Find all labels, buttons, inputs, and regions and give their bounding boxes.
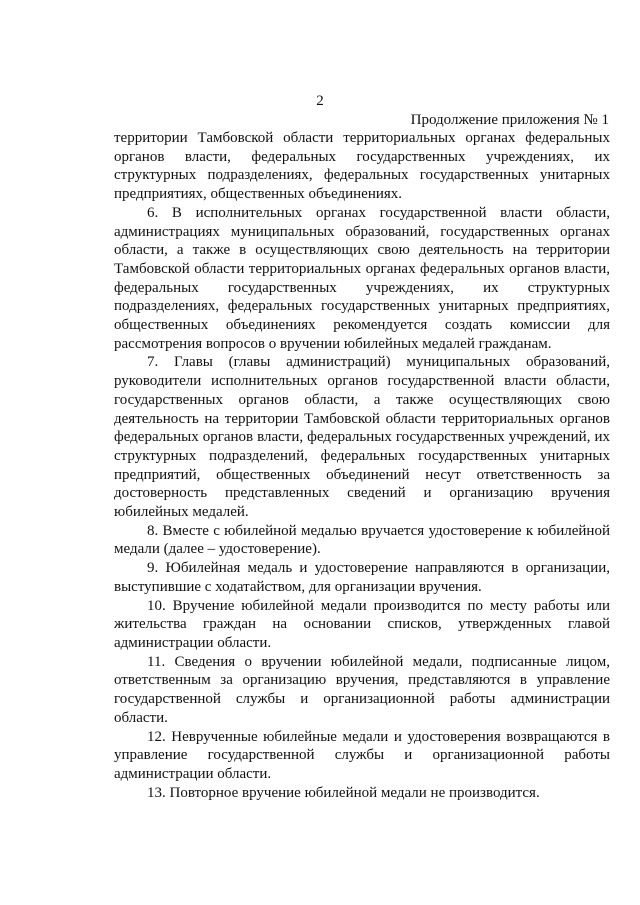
- paragraph-item-8: 8. Вместе с юбилейной медалью вручается удостоверение к юбилейной медали (далее – удостоверение).: [114, 522, 610, 558]
- paragraph-item-10: 10. Вручение юбилейной медали производится по месту работы или жительства граждан на основании списков, утвержденных главой администрации области.: [114, 597, 610, 651]
- appendix-continuation-note: Продолжение приложения № 1: [410, 112, 609, 128]
- paragraph-item-9: 9. Юбилейная медаль и удостоверение направляются в организации, выступившие с ходатайством, для организации вручения.: [114, 560, 610, 595]
- page-number: 2: [316, 93, 324, 109]
- paragraph-item-7: 7. Главы (главы администраций) муниципальных образований, руководители исполнительных органов государственной власти области, государственных органов области, а также осуществляющих свою деятельность на территории Тамбовской области территориальных органов федеральных органов власти, федеральных государственных учреждений, их структурных подразделений, федеральных государственных унитарных предприятий, общественных объединений несут ответственность за достоверность представленных сведений и организацию вручения юбилейных медалей.: [114, 354, 610, 521]
- document-body: [114, 129, 610, 802]
- paragraph-item-11: 11. Сведения о вручении юбилейной медали, подписанные лицом, ответственным за организацию вручения, представляются в управление государственной службы и организационной работы администрации области.: [114, 653, 610, 726]
- paragraph-item-6: 6. В исполнительных органах государственной власти области, администрациях муниципальных образований, государственных органах области, а также в осуществляющих свою деятельность на территории Тамбовской области территориальных органах федеральных органов власти, федеральных государственных учреждениях, их структурных подразделениях, федеральных государственных унитарных предприятиях, общественных объединениях рекомендуется создать комиссии для рассмотрения вопросов о вручении юбилейных медалей гражданам.: [114, 204, 610, 352]
- paragraph-item-13: 13. Повторное вручение юбилейной медали не производится.: [147, 784, 540, 801]
- paragraph-item-12: 12. Неврученные юбилейные медали и удостоверения возвращаются в управление государственной службы и организационной работы администрации области.: [114, 728, 610, 782]
- paragraph-continuation: территории Тамбовской области территориальных органах федеральных органов власти, федеральных государственных учреждениях, их структурных подразделениях, федеральных государственных унитарных предприятиях, общественных объединениях.: [114, 130, 610, 203]
